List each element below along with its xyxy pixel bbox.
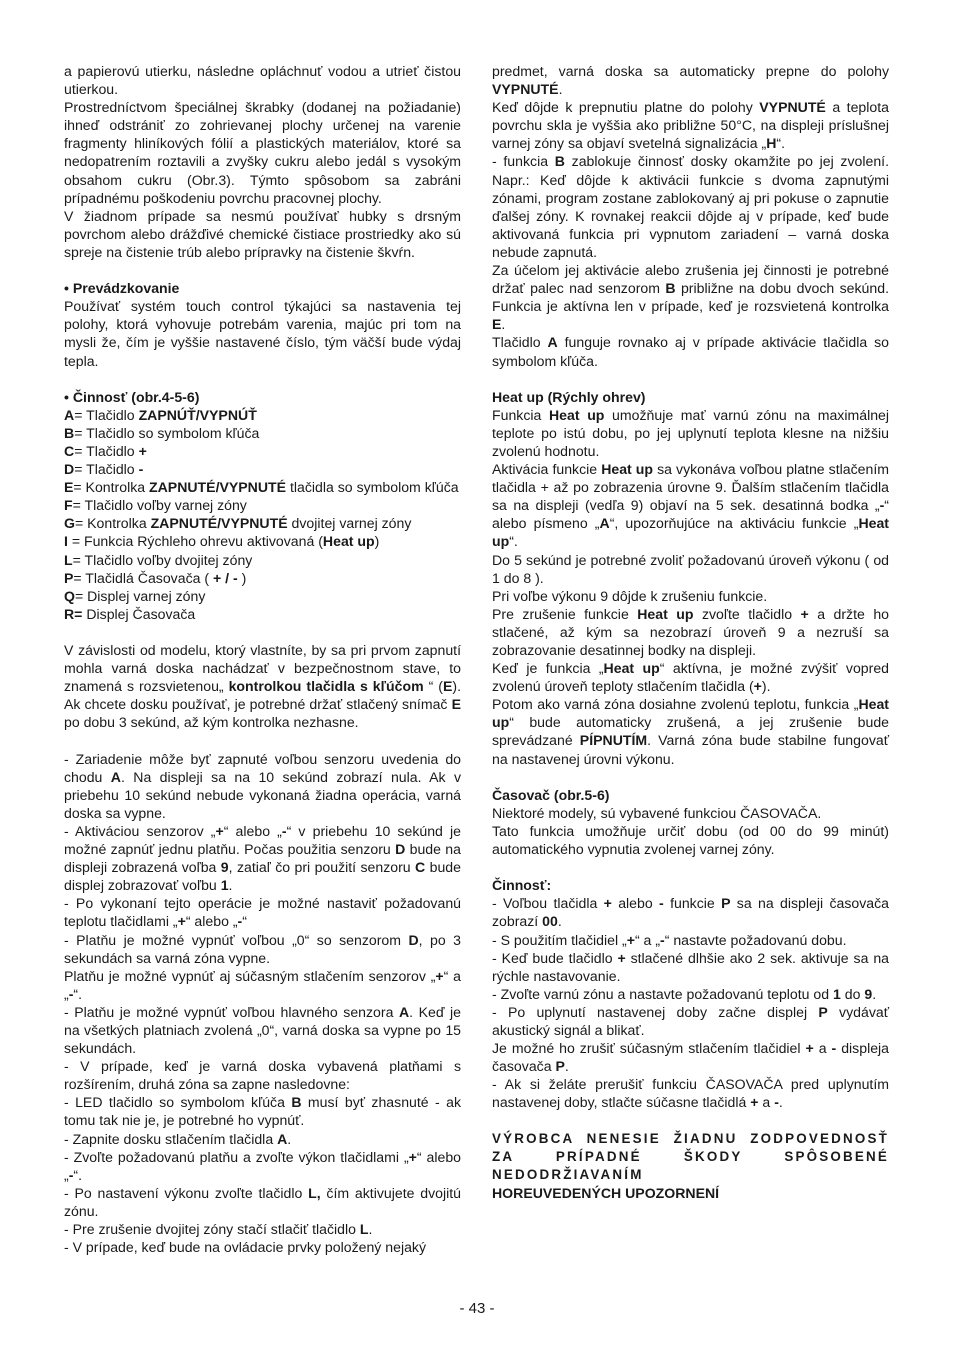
text-run: dvojitej varnej zóny xyxy=(287,515,412,532)
text-run: Pre zrušenie funkcie xyxy=(492,605,638,622)
text-run: = Tlačidlo xyxy=(74,461,139,478)
text-run: - V prípade, keď bude na ovládacie prvky položený nejaký xyxy=(64,1239,427,1256)
bold-text-run: + xyxy=(753,678,762,695)
bold-text-run: - xyxy=(831,1040,837,1057)
text-run: - Zapnite dosku stlačením tlačidla xyxy=(64,1130,278,1147)
paragraph-spacer xyxy=(64,623,461,641)
bold-text-run: VÝROBCA NENESIE ŽIADNU ZODPOVEDNOSŤ ZA PRÍPADNÉ ŠKODY SPÔSOBENÉ NEDODRŽIAVANÍM xyxy=(492,1130,889,1182)
text-run: . Na displeji sa na 10 sekúnd zobrazí nula. Ak v priebehu 10 sekúnd nebude vykonaná žiadna operácia, varná doska sa vypne. xyxy=(64,768,461,821)
text-paragraph xyxy=(64,1220,461,1238)
text-run: - Platňu je možné vypnúť voľbou hlavného senzora xyxy=(64,1003,399,1020)
text-paragraph xyxy=(492,460,889,550)
text-run: “. xyxy=(776,135,785,152)
text-run: do xyxy=(840,985,865,1002)
text-run: . Varná zóna bude stabilne fungovať na nastavenej úrovni výkonu. xyxy=(492,732,889,767)
text-run: a papierovú utierku, následne opláchnuť vodou a utrieť čistou utierkou. xyxy=(64,63,461,98)
text-run: displeja časovača xyxy=(492,1040,890,1075)
text-paragraph xyxy=(492,1075,889,1111)
text-run: čím aktivujete dvojitú zónu. xyxy=(64,1184,461,1219)
bold-text-run: B xyxy=(291,1094,302,1111)
text-run: Za účelom jej aktivácie alebo zrušenia jej činnosti je potrebné držať palec nad senzorom xyxy=(492,262,889,297)
text-paragraph xyxy=(64,442,461,460)
page-number: - 43 - xyxy=(459,1300,495,1317)
text-run: “. xyxy=(73,985,83,1002)
bold-text-run: + xyxy=(215,822,224,839)
text-paragraph xyxy=(492,98,889,152)
text-run: = Kontrolka xyxy=(74,515,151,532)
text-paragraph xyxy=(64,1003,461,1057)
text-run: “ v priebehu 10 sekúnd je možné zapnúť jednu platňu. Počas použitia senzoru xyxy=(64,822,461,858)
text-run: a xyxy=(813,1040,832,1057)
bold-text-run: ZAPNUTÉ/VYPNUTÉ xyxy=(150,515,288,532)
text-run: a teplota povrchu skla je vyššia ako približne 50°C, na displeji príslušnej varnej zóny sa objaví svetelná signalizácia „ xyxy=(492,99,889,152)
text-run: Niektoré modely, sú vybavené funkciou ČASOVAČA. xyxy=(492,804,822,821)
text-paragraph xyxy=(64,894,461,930)
text-run: V závislosti od modelu, ktorý vlastníte, by sa pri prvom zapnutí mohla varná doska nachádzať v bezpečnostnom stave, to znamená s rozsvietenou„ xyxy=(64,642,461,695)
text-paragraph xyxy=(64,496,461,514)
text-run: . xyxy=(501,316,506,333)
bold-text-run: Q xyxy=(64,587,75,604)
text-paragraph xyxy=(64,297,461,369)
bold-text-run: + / - xyxy=(212,569,238,586)
bold-text-run: VYPNUTÉ xyxy=(759,99,826,116)
bold-text-run: A xyxy=(398,1003,410,1020)
text-paragraph xyxy=(492,388,889,406)
bold-text-run: A xyxy=(277,1130,288,1147)
bold-text-run: Heat up xyxy=(601,461,654,478)
bold-text-run: + xyxy=(750,1094,759,1111)
bold-text-run: ZAPNÚŤ/VYPNÚŤ xyxy=(138,406,257,423)
text-run: . xyxy=(557,913,562,930)
bold-text-run: L xyxy=(359,1221,369,1237)
bold-text-run: G xyxy=(64,515,75,532)
bold-text-run: E xyxy=(451,696,461,713)
text-paragraph xyxy=(492,659,889,695)
text-paragraph xyxy=(492,804,889,822)
text-run: Do 5 sekúnd je potrebné zvoliť požadovanú úroveň výkonu ( od 1 do 8 ). xyxy=(492,551,889,586)
text-run: Displej Časovača xyxy=(82,605,196,622)
text-run: predmet, varná doska sa automaticky prepne do polohy xyxy=(492,63,889,79)
text-run: “ xyxy=(242,913,247,930)
text-run: - Zvoľte požadovanú platňu a zvoľte výkon tlačidlami „ xyxy=(64,1148,409,1165)
paragraph-spacer xyxy=(64,731,461,749)
bold-text-run: • Činnosť (obr.4-5-6) xyxy=(64,388,200,405)
text-paragraph xyxy=(64,1093,461,1129)
text-paragraph xyxy=(492,1003,889,1039)
text-paragraph xyxy=(64,931,461,967)
bold-text-run: P xyxy=(64,569,74,586)
text-run: - Ak si želáte prerušiť funkciu ČASOVAČA pred uplynutím nastavenej doby, stlačte súčasne tlačidlá xyxy=(492,1076,889,1111)
bold-text-run: Časovač (obr.5-6) xyxy=(492,786,610,803)
text-paragraph xyxy=(64,605,461,623)
bold-text-run: 1 xyxy=(833,985,841,1002)
bold-text-run: - xyxy=(237,913,243,930)
text-run: “ aktívna, je možné zvýšiť vopred zvolenú úroveň teploty stlačením tlačidla ( xyxy=(492,660,889,695)
text-paragraph xyxy=(64,62,461,98)
text-run: Používať systém touch control týkajúci sa nastavenia tej polohy, ktorá vyhovuje potrebám varenia, majúc pri tom na mysli že, čím je vyššie nastavené číslo, tým väčší bude výdaj tepla. xyxy=(64,298,461,369)
text-paragraph xyxy=(492,1130,889,1184)
bold-text-run: Heat up xyxy=(603,660,660,677)
text-run: stlačené dlhšie ako 2 sek. aktivuje sa na rýchle nastavovanie. xyxy=(492,949,890,984)
text-paragraph xyxy=(492,985,889,1003)
text-run: “. xyxy=(509,533,518,550)
bold-text-run: - xyxy=(660,931,665,948)
text-run: musí byť zhasnuté - ak tomu tak nie je, je potrebné ho vypnúť. xyxy=(64,1094,461,1129)
left-column xyxy=(64,62,461,1256)
text-run: sa vykonáva voľbou platne stlačením tlačidla + až po zobrazenia úrovne 9. Ďalším stlačením tlačidla sa na displeji (vedľa 9) objaví na 5 sek. desatinná bodka „ xyxy=(492,461,889,514)
text-run: Aktivácia funkcie xyxy=(492,461,602,478)
text-run: = Tlačidlo xyxy=(74,406,139,423)
text-run: = Funkcia Rýchleho ohrevu aktivovaná ( xyxy=(67,533,323,550)
text-run: . xyxy=(228,877,233,894)
bold-text-run: P xyxy=(555,1058,565,1075)
text-run: ). xyxy=(761,678,771,695)
text-run: - Zariadenie môže byť zapnuté voľbou senzoru uvedenia do chodu xyxy=(64,750,461,785)
bold-text-run: R= xyxy=(64,605,83,622)
bold-text-run: E xyxy=(492,316,502,333)
bold-text-run: kontrolkou tlačidla s kľúčom xyxy=(228,678,424,695)
text-run: - Po vykonaní tejto operácie je možné nastaviť požadovanú teplotu tlačidlami „ xyxy=(64,895,461,930)
text-run: Tlačidlo xyxy=(492,334,548,351)
text-run: - LED tlačidlo so symbolom kľúča xyxy=(64,1094,292,1111)
text-run: “ alebo „ xyxy=(185,913,238,930)
text-paragraph xyxy=(64,424,461,442)
bold-text-run: HOREUVEDENÝCH UPOZORNENÍ xyxy=(492,1184,720,1201)
text-paragraph xyxy=(64,514,461,532)
text-run: ) xyxy=(374,533,380,550)
text-run: = Tlačidlá Časovača ( xyxy=(73,569,213,586)
bold-text-run: + xyxy=(408,1148,417,1165)
text-paragraph xyxy=(64,967,461,1003)
text-run: . Keď je na všetkých platniach zvolená „0“, varná doska sa vypne po 15 sekundách. xyxy=(64,1003,461,1057)
text-run: “ alebo „ xyxy=(64,1148,462,1183)
text-paragraph xyxy=(64,460,461,478)
text-paragraph xyxy=(492,333,889,369)
bold-text-run: F xyxy=(64,497,73,514)
text-run: Pri voľbe výkonu 9 dôjde k zrušeniu funkcie. xyxy=(492,587,768,604)
text-run: “. xyxy=(73,1166,83,1183)
text-run: = Tlačidlo xyxy=(74,442,139,459)
text-run: - S použitím tlačidiel „ xyxy=(492,931,627,948)
text-run: “ ( xyxy=(423,678,443,695)
text-run: - Aktiváciou senzorov „ xyxy=(64,822,216,839)
text-run: bude displej zobrazovať voľbu xyxy=(64,859,461,894)
text-paragraph xyxy=(64,388,461,406)
bold-text-run: A xyxy=(110,768,121,785)
text-run: Potom ako varná zóna dosiahne zvolenú teplotu, funkcia „ xyxy=(492,696,859,713)
text-paragraph xyxy=(492,695,889,767)
bold-text-run: I xyxy=(64,533,68,550)
text-run: sa na displeji časovača zobrazí xyxy=(492,895,889,930)
text-run: “, upozorňujúce na aktiváciu funkcie „ xyxy=(609,515,859,532)
text-run: “ alebo „ xyxy=(223,822,282,839)
paragraph-spacer xyxy=(492,768,889,786)
bold-text-run: - xyxy=(879,497,885,514)
bold-text-run: D xyxy=(395,841,406,858)
text-paragraph xyxy=(64,406,461,424)
text-paragraph xyxy=(492,931,889,949)
text-paragraph xyxy=(64,279,461,297)
bold-text-run: L xyxy=(64,551,73,568)
bold-text-run: D xyxy=(408,931,419,948)
text-paragraph xyxy=(64,551,461,569)
text-paragraph xyxy=(64,1184,461,1220)
bold-text-run: + xyxy=(617,949,626,966)
text-run: ). Ak chcete dosku používať, je potrebné držať stlačený snímač xyxy=(64,678,461,713)
text-paragraph xyxy=(64,478,461,496)
text-paragraph xyxy=(64,207,461,261)
bold-text-run: + xyxy=(138,442,147,459)
text-run: = Tlačidlo voľby varnej zóny xyxy=(72,497,247,514)
bold-text-run: - xyxy=(281,822,287,839)
text-run: - funkcia xyxy=(492,153,555,170)
text-run: “ bude automaticky zrušená, a jej zrušenie bude sprevádzané xyxy=(492,714,889,749)
bold-text-run: Heat up (Rýchly ohrev) xyxy=(492,388,646,405)
text-paragraph xyxy=(492,822,889,858)
text-run: vydávať akustický signál a blikať. xyxy=(492,1003,889,1038)
bold-text-run: VYPNUTÉ xyxy=(492,81,559,98)
text-paragraph xyxy=(64,587,461,605)
bold-text-run: H xyxy=(766,135,777,152)
text-run: a držte ho stlačené, až kým sa nezobrazí úroveň 9 a nezruší sa zobrazovanie desatinnej bodky na displeji. xyxy=(492,605,889,658)
text-run: Keď je funkcia „ xyxy=(492,660,604,677)
text-paragraph xyxy=(64,1238,461,1256)
bold-text-run: - xyxy=(68,985,74,1002)
right-column xyxy=(492,62,889,1202)
text-paragraph xyxy=(492,406,889,460)
bold-text-run: 9 xyxy=(864,985,873,1002)
bold-text-run: 1 xyxy=(220,877,229,894)
text-run: Prostredníctvom špeciálnej škrabky (dodanej na požiadanie) ihneď odstrániť zo zohrievanej plochy určenej na varenie fragmenty hliníkových fólií a plastických materiálov, ktoré sa nedopatrením roztavili a zvyšky cukru alebo jedál s vysokým obsahom cukru (Obr.3). Týmto spôsobom sa zabráni prípadnému poškodeniu povrchu pracovnej plochy. xyxy=(64,99,461,206)
text-paragraph xyxy=(64,641,461,731)
bold-text-run: A xyxy=(599,515,610,532)
bold-text-run: + xyxy=(800,605,809,622)
bold-text-run: Činnosť: xyxy=(492,877,552,894)
text-paragraph xyxy=(492,62,889,98)
text-run: “ a „ xyxy=(64,967,461,1002)
bold-text-run: - xyxy=(659,895,664,912)
text-paragraph xyxy=(64,1057,461,1093)
text-run: = Kontrolka xyxy=(73,479,150,496)
bold-text-run: Heat up xyxy=(492,515,889,550)
paragraph-spacer xyxy=(492,858,889,876)
paragraph-spacer xyxy=(64,261,461,279)
text-run: zvoľte tlačidlo xyxy=(693,605,801,622)
text-paragraph xyxy=(492,1184,889,1202)
text-paragraph xyxy=(492,949,889,985)
text-run: - Zvoľte varnú zónu a nastavte požadovanú teplotu od xyxy=(492,985,834,1002)
text-run: zablokuje činnosť dosky okamžite po jej zvolení. Napr.: Keď dôjde k aktivácii funkcie s dvoma zapnutými zónami, program zostane zablokovaný aj pri pokuse o zapnutie ďalšej zóny. K rovnakej reakcii dôjde aj v prípade, keď bude aktivovaná funkcia pri vypnutom zariadení – varná doska nebude zapnutá. xyxy=(492,153,890,260)
bold-text-run: + xyxy=(603,895,612,912)
bold-text-run: + xyxy=(435,967,444,984)
text-paragraph xyxy=(492,261,889,333)
text-run: Platňu je možné vypnúť aj súčasným stlačením senzorov „ xyxy=(64,967,436,984)
text-run: - Pre zrušenie dvojitej zóny stačí stlačiť tlačidlo xyxy=(64,1221,360,1237)
bold-text-run: E xyxy=(442,678,453,695)
bold-text-run: Heat up xyxy=(549,406,605,423)
bold-text-run: • Prevádzkovanie xyxy=(64,280,180,297)
text-paragraph xyxy=(64,532,461,550)
text-run: - Keď bude tlačidlo xyxy=(492,949,618,966)
text-run: približne na dobu dvoch sekúnd. Funkcia je aktívna len v prípade, keď je rozsvietená kontrolka xyxy=(492,280,889,315)
paragraph-spacer xyxy=(64,370,461,388)
text-run: . xyxy=(287,1130,292,1147)
text-paragraph xyxy=(64,822,461,894)
bold-text-run: C xyxy=(415,859,426,876)
text-run: . xyxy=(564,1058,569,1075)
text-run: , zatiaľ čo pri použití senzoru xyxy=(228,859,416,876)
bold-text-run: P xyxy=(721,895,731,912)
text-run: Keď dôjde k prepnutiu platne do polohy xyxy=(492,99,760,116)
text-paragraph xyxy=(492,605,889,659)
text-run: = Tlačidlo so symbolom kľúča xyxy=(74,424,260,441)
text-run: - V prípade, keď je varná doska vybavená platňami s rozšírením, druhá zóna sa zapne nasledovne: xyxy=(64,1058,461,1093)
text-run: bude na displeji zobrazená voľba xyxy=(64,841,461,876)
bold-text-run: Heat up xyxy=(322,533,375,550)
bold-text-run: - xyxy=(774,1094,779,1111)
text-paragraph xyxy=(64,569,461,587)
text-run: , po 3 sekundách sa varná zóna vypne. xyxy=(64,931,462,966)
text-run: = Tlačidlo voľby dvojitej zóny xyxy=(72,551,253,568)
text-paragraph xyxy=(492,587,889,605)
text-run: . xyxy=(778,1094,783,1111)
bold-text-run: + xyxy=(626,931,635,948)
text-run: alebo xyxy=(611,895,660,912)
bold-text-run: L, xyxy=(308,1184,321,1201)
text-run: Funkcia xyxy=(492,406,549,423)
text-paragraph xyxy=(492,1039,889,1075)
bold-text-run: B xyxy=(554,153,565,170)
text-run: Tato funkcia umožňuje určiť dobu (od 00 do 99 minút) automatického vypnutia zvolenej varnej zóny. xyxy=(492,822,889,858)
bold-text-run: P xyxy=(818,1003,828,1020)
paragraph-spacer xyxy=(492,370,889,388)
text-run: “ a „ xyxy=(634,931,661,948)
text-paragraph xyxy=(492,786,889,804)
text-run: = Displej varnej zóny xyxy=(74,587,206,604)
text-paragraph xyxy=(492,876,889,894)
bold-text-run: PÍPNUTÍM xyxy=(579,732,648,749)
bold-text-run: ZAPNUTÉ/VYPNUTÉ xyxy=(149,479,287,496)
text-run: “ nastavte požadovanú dobu. xyxy=(664,931,847,948)
text-run: “ alebo písmeno „ xyxy=(492,497,889,532)
text-run: po dobu 3 sekúnd, až kým kontrolka nezhasne. xyxy=(64,714,359,731)
bold-text-run: Heat up xyxy=(637,605,694,622)
text-paragraph xyxy=(64,1130,461,1148)
text-paragraph xyxy=(492,152,889,261)
bold-text-run: D xyxy=(64,461,75,478)
text-paragraph xyxy=(492,894,889,930)
text-run: . xyxy=(872,985,877,1002)
text-run: - Voľbou tlačidla xyxy=(492,895,604,912)
text-run: . xyxy=(368,1221,373,1237)
bold-text-run: A xyxy=(64,406,75,423)
text-run: funguje rovnako aj v prípade aktivácie tlačidla so symbolom kľúča. xyxy=(492,334,889,369)
bold-text-run: E xyxy=(64,479,74,496)
text-run: Je možné ho zrušiť súčasným stlačením tlačidiel xyxy=(492,1040,806,1057)
bold-text-run: 9 xyxy=(220,859,229,876)
bold-text-run: Heat up xyxy=(492,696,889,731)
bold-text-run: + xyxy=(177,913,186,930)
bold-text-run: B xyxy=(64,424,75,441)
bold-text-run: + xyxy=(805,1040,814,1057)
text-run: - Platňu je možné vypnúť voľbou „0“ so senzorom xyxy=(64,931,409,948)
bold-text-run: C xyxy=(64,442,75,459)
text-run: tlačidla so symbolom kľúča xyxy=(286,479,459,496)
text-run: a xyxy=(758,1094,775,1111)
paragraph-spacer xyxy=(492,1111,889,1129)
text-run: umožňuje mať varnú zónu na maximálnej teplote po istú dobu, po jej uplynutí teplota klesne na nižšiu zvolenú hodnotu. xyxy=(492,406,890,459)
text-paragraph xyxy=(64,1148,461,1184)
text-run: funkcie xyxy=(663,895,722,912)
bold-text-run: A xyxy=(547,334,558,351)
text-run: - Po uplynutí nastavenej doby začne displej xyxy=(492,1003,819,1020)
bold-text-run: - xyxy=(138,461,144,478)
text-run: V žiadnom prípade sa nesmú používať hubky s drsným povrchom alebo drážďivé chemické čistiace prostriedky ako sú spreje na čistenie trúb alebo prípravky na čistenie škvŕn. xyxy=(64,207,461,260)
text-run: ) xyxy=(237,569,247,586)
text-paragraph xyxy=(64,98,461,207)
bold-text-run: - xyxy=(68,1166,74,1183)
text-run: - Po nastavení výkonu zvoľte tlačidlo xyxy=(64,1184,309,1201)
bold-text-run: B xyxy=(665,280,676,297)
text-paragraph xyxy=(492,551,889,587)
bold-text-run: 00 xyxy=(542,913,558,930)
text-paragraph xyxy=(64,750,461,822)
text-run: . xyxy=(558,81,563,98)
